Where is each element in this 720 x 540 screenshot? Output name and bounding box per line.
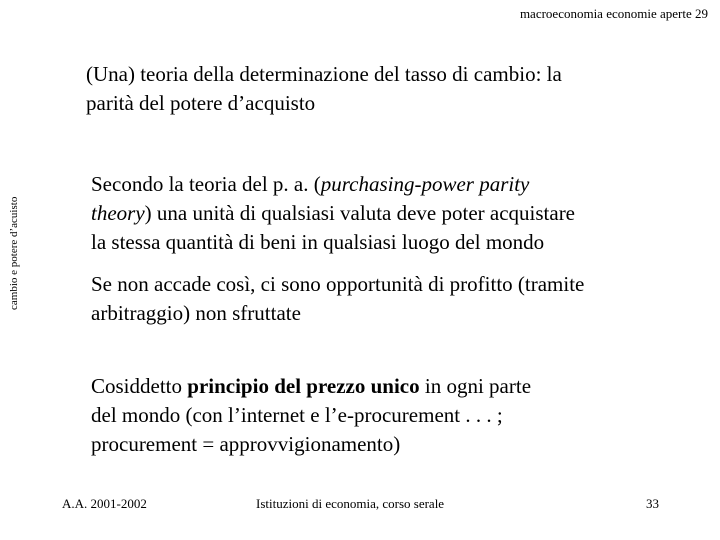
p1-line3: la stessa quantità di beni in qualsiasi luogo del mondo	[91, 230, 545, 254]
p3-bold-term: principio del prezzo unico	[187, 374, 420, 398]
p3-suffix: in ogni parte	[419, 374, 532, 398]
p1-line2-rest: ) una unità di qualsiasi valuta deve poter acquistare	[144, 201, 576, 225]
title-line-2: parità del potere d’acquisto	[86, 91, 316, 115]
p1-italic-term-2: theory	[91, 201, 145, 225]
footer-academic-year: A.A. 2001-2002	[62, 496, 147, 511]
paragraph-ppp-definition	[91, 170, 691, 257]
p2-line1: Se non accade così, ci sono opportunità di profitto (tramite	[91, 272, 585, 296]
slide-title	[86, 60, 666, 118]
p1-prefix: Secondo la teoria del p. a. (	[91, 172, 321, 196]
title-line-1: (Una) teoria della determinazione del tasso di cambio: la	[86, 62, 562, 86]
side-section-label: cambio e potere d’acuisto	[8, 196, 20, 310]
p2-line2: arbitraggio) non sfruttate	[91, 301, 301, 325]
footer-page-number: 33	[646, 496, 659, 511]
p3-line3: procurement = approvvigionamento)	[91, 432, 401, 456]
paragraph-law-of-one-price	[91, 372, 691, 459]
paragraph-arbitrage	[91, 270, 691, 328]
p3-line2: del mondo (con l’internet e l’e-procurement . . . ;	[91, 403, 503, 427]
p1-italic-term: purchasing-power parity	[320, 172, 530, 196]
slide-header: macroeconomia economie aperte 29	[519, 6, 708, 21]
p3-prefix: Cosiddetto	[91, 374, 188, 398]
footer-course-name: Istituzioni di economia, corso serale	[256, 496, 445, 511]
